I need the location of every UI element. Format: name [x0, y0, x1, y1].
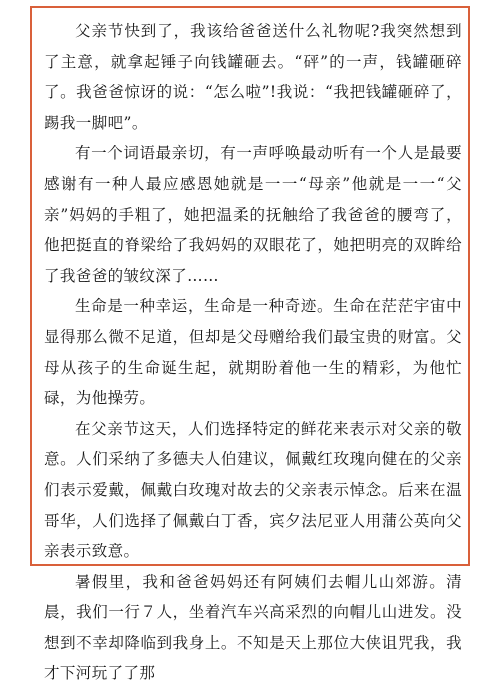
paragraph-3: 生命是一种幸运，生命是一种奇迹。生命在茫茫宇宙中显得那么微不足道，但却是父母赠给我们最宝贵的财富。父母从孩子的生命诞生起，就期盼着他一生的精彩，为他忙碌，为他操劳。 — [44, 297, 462, 408]
paragraph-1: 父亲节快到了，我该给爸爸送什么礼物呢?我突然想到了主意，就拿起锤子向钱罐砸去。“砰”的一声，钱罐砸碎了。我爸爸惊讶的说：“怎么啦”!我说：“我把钱罐砸碎了，踢我一脚吧”。 — [44, 22, 462, 132]
essay-text — [44, 16, 462, 689]
paragraph-2: 有一个词语最亲切，有一声呼唤最动听有一个人是最要感谢有一种人最应感恩她就是一一“母亲”他就是一一“父亲”妈妈的手粗了，她把温柔的抚触给了我爸爸的腰弯了，他把挺直的脊梁给了我妈妈的双眼花了，她把明亮的双眸给了我爸爸的皱纹深了…… — [44, 144, 462, 285]
paragraph-5: 暑假里，我和爸爸妈妈还有阿姨们去帽儿山郊游。清晨，我们一行７人，坐着汽车兴高采烈的向帽儿山进发。没想到不幸却降临到我身上。不知是天上那位大侠诅咒我，我才下河玩了了那 — [44, 572, 462, 683]
paragraph-4: 在父亲节这天，人们选择特定的鲜花来表示对父亲的敬意。人们采纳了多德夫人伯建议，佩戴红玫瑰向健在的父亲们表示爱戴，佩戴白玫瑰对故去的父亲表示悼念。后来在温哥华，人们选择了佩戴白丁香，宾夕法尼亚人用蒲公英向父亲表示致意。 — [44, 419, 462, 561]
